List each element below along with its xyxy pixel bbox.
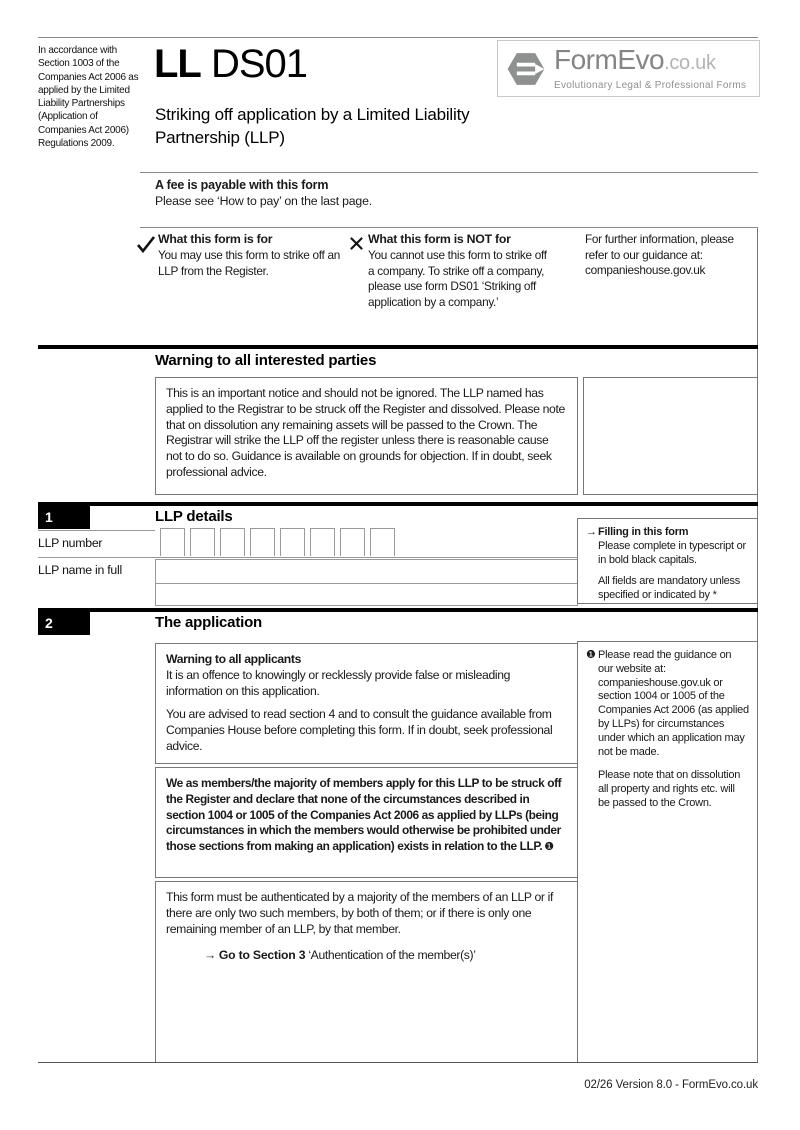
applicants-warning-title: Warning to all applicants bbox=[166, 652, 302, 666]
form-title: Striking off application by a Limited Liability Partnership (LLP) bbox=[155, 105, 470, 147]
form-code-prefix: LL bbox=[154, 42, 201, 86]
fee-rule-bottom bbox=[140, 227, 758, 228]
arrow-icon: → bbox=[586, 526, 597, 538]
section1-rule bbox=[38, 502, 758, 506]
formevo-brand-text: FormEvo bbox=[554, 44, 665, 75]
filling-body1: Please complete in typescript or in bold black capitals. bbox=[598, 539, 746, 566]
llp-number-cell-3[interactable] bbox=[220, 528, 245, 556]
warning-body-box bbox=[155, 377, 578, 495]
note-1-marker-icon: ❶ bbox=[544, 841, 554, 854]
llp-name-label: LLP name in full bbox=[38, 563, 122, 577]
purpose-not-for-body: You cannot use this form to strike off a company. To strike off a company, please use form DS01 ‘Striking off application by a company.’ bbox=[368, 248, 547, 309]
goto-section3-bold: Go to Section 3 bbox=[218, 948, 306, 963]
warning-body-text: This is an important notice and should not be ignored. The LLP named has applied to the Registrar to be struck off the Register and dissolved. Please note that on dissolution any remaining assets will be passed to the Crown. The Registrar will strike the LLP off the register unless there is reasonable cause not to do so. Guidance is available on grounds for objection. If in doubt, seek professional advice. bbox=[166, 386, 565, 479]
applicants-warning-box bbox=[155, 643, 578, 764]
warning-heading: Warning to all interested parties bbox=[155, 352, 377, 369]
section1-number: 1 bbox=[38, 506, 90, 529]
bottom-rule bbox=[38, 1062, 758, 1063]
llp-number-label-rule bbox=[38, 530, 155, 531]
formevo-tagline: Evolutionary Legal & Professional Forms bbox=[554, 80, 747, 91]
goto-section3-rest: ‘Authentication of the member(s)’ bbox=[305, 948, 476, 963]
fee-title: A fee is payable with this form bbox=[155, 178, 329, 192]
section1-heading: LLP details bbox=[155, 508, 233, 525]
section2-number: 2 bbox=[38, 612, 90, 635]
applicants-warning-p2: You are advised to read section 4 and to consult the guidance available from Companies House before completing this form. If in doubt, seek professional advice. bbox=[166, 707, 553, 753]
warning-side-empty-box bbox=[583, 377, 758, 495]
authentication-text: This form must be authenticated by a majority of the members of an LLP or if there are only two such members, by both of them; or if there is only one remaining member of an LLP, by that member. bbox=[166, 890, 554, 936]
filling-title: Filling in this form bbox=[598, 526, 689, 538]
form-code bbox=[154, 42, 307, 87]
formevo-logo bbox=[497, 40, 760, 97]
form-code-suffix: DS01 bbox=[200, 42, 308, 86]
purpose-for-title: What this form is for bbox=[158, 232, 273, 246]
llp-number-cell-8[interactable] bbox=[370, 528, 395, 556]
llp-name-row-rule bbox=[38, 557, 578, 558]
footer-version-text: 02/26 Version 8.0 - FormEvo.co.uk bbox=[584, 1079, 758, 1091]
filling-body2: All fields are mandatory unless specified or indicated by * bbox=[598, 575, 741, 602]
llp-number-cell-6[interactable] bbox=[310, 528, 335, 556]
purpose-for-column bbox=[158, 232, 341, 279]
llp-number-cell-5[interactable] bbox=[280, 528, 305, 556]
llp-number-label: LLP number bbox=[38, 536, 103, 550]
purpose-info-column bbox=[585, 232, 753, 279]
llp-name-input-row2[interactable] bbox=[155, 583, 578, 606]
declaration-box bbox=[155, 767, 578, 878]
llp-name-input-row1[interactable] bbox=[155, 559, 578, 584]
section2-heading: The application bbox=[155, 614, 263, 631]
goto-arrow-icon: → bbox=[204, 948, 216, 963]
purpose-for-body: You may use this form to strike off an LLP from the Register. bbox=[158, 248, 341, 278]
warning-section-rule bbox=[38, 345, 758, 349]
llp-number-cell-4[interactable] bbox=[250, 528, 275, 556]
section2-guidance-note bbox=[577, 641, 758, 1063]
filling-in-form-note bbox=[577, 518, 758, 604]
formevo-wordmark bbox=[554, 46, 746, 91]
section2-rule bbox=[38, 608, 758, 612]
purpose-not-for-title: What this form is NOT for bbox=[368, 232, 511, 246]
llp-number-cell-7[interactable] bbox=[340, 528, 365, 556]
guidance-note-marker-icon: ❶ bbox=[586, 649, 596, 661]
check-icon bbox=[136, 235, 156, 253]
cross-icon bbox=[349, 236, 364, 251]
guidance-note1: Please read the guidance on our website at: companieshouse.gov.uk or section 1004 or 1005 of the Companies Act 2006 (as applied by LLPs) for circumstances under which an application may not be made. bbox=[598, 649, 749, 758]
formevo-domain-text: .co.uk bbox=[664, 52, 716, 74]
statute-text: In accordance with Section 1003 of the Companies Act 2006 as applied by the Limited Liability Partnerships (Application of Companies Act 2006) Regulations 2009. bbox=[38, 45, 139, 150]
llp-number-cell-2[interactable] bbox=[190, 528, 215, 556]
top-rule bbox=[38, 37, 758, 38]
fee-rule-top bbox=[140, 172, 758, 173]
purpose-not-for-column bbox=[368, 232, 551, 310]
formevo-hexagon-icon bbox=[506, 48, 546, 90]
applicants-warning-p1: It is an offence to knowingly or recklessly provide false or misleading information on this application. bbox=[166, 667, 511, 698]
fee-body: Please see ‘How to pay’ on the last page. bbox=[155, 194, 372, 208]
purpose-info-text: For further information, please refer to our guidance at: companieshouse.gov.uk bbox=[585, 232, 734, 278]
declaration-text: We as members/the majority of members apply for this LLP to be struck off the Register and declare that none of the circumstances described in section 1004 or 1005 of the Companies Act 2006 as applied by LLPs (being circumstances in which the members would otherwise be prohibited under those sections from making an application) exists in relation to the LLP. bbox=[166, 776, 562, 854]
llp-number-cell-1[interactable] bbox=[160, 528, 185, 556]
authentication-box bbox=[155, 881, 578, 1063]
goto-section3-line bbox=[204, 948, 567, 964]
guidance-note2: Please note that on dissolution all property and rights etc. will be passed to the Crown. bbox=[598, 769, 741, 809]
